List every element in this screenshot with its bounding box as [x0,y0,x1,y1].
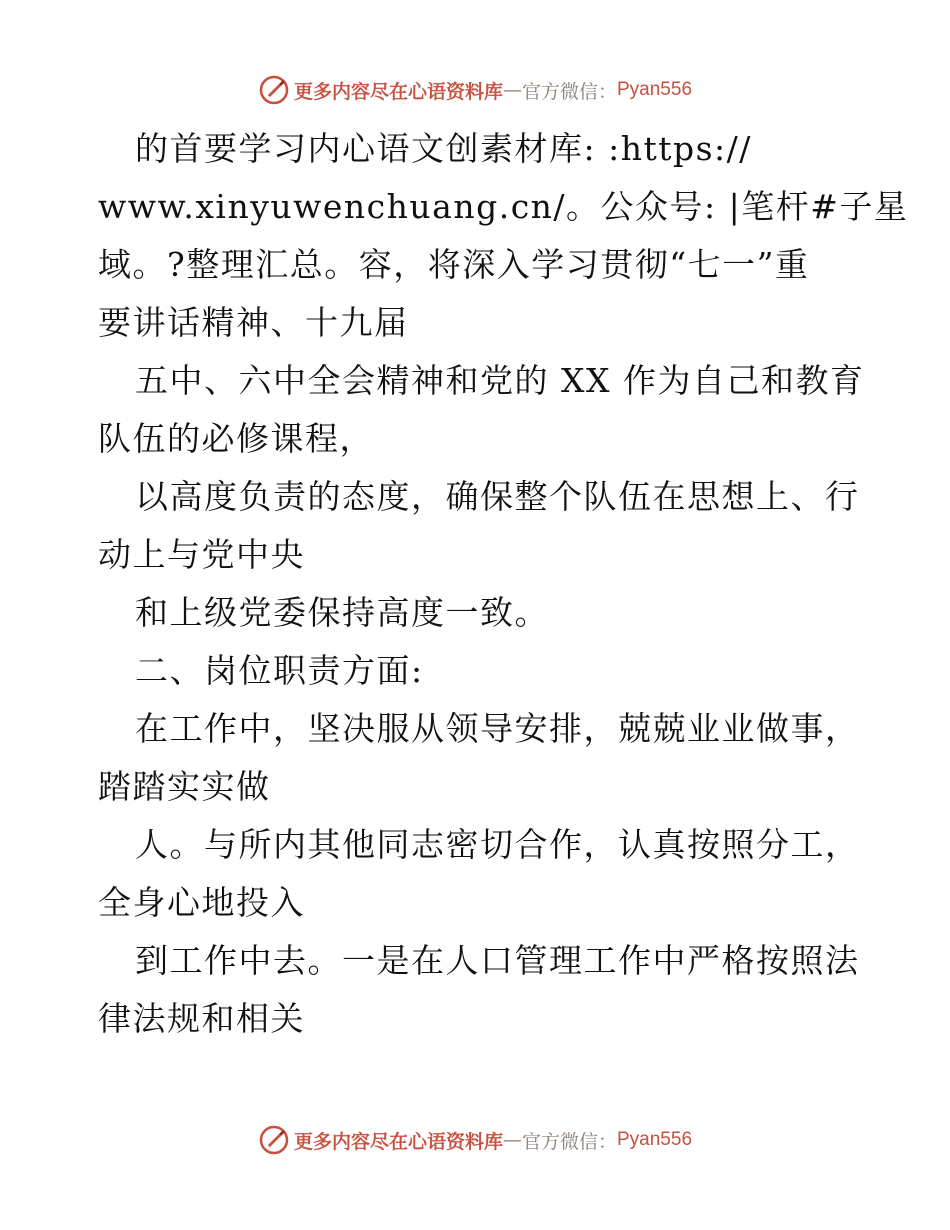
header-wechat-label: 官方微信： [521,80,617,103]
body-line: 的首要学习内心语文创素材库: :https:// [135,129,752,168]
footer-dash: — [502,1129,522,1151]
body-line: 踏踏实实做 [98,767,271,806]
pen-logo-icon [258,1124,290,1156]
header-promo-text: 更多内容尽在心语资料库 [293,80,503,103]
body-line: 要讲话精神、十九届 [98,303,409,342]
body-line: 域。?整理汇总。容，将深入学习贯彻“七一”重 [98,245,810,284]
header-watermark-banner [0,70,950,110]
document-body [98,120,909,1048]
footer-wechat-id: Pyan556 [617,1129,693,1150]
pen-logo-icon [258,74,290,106]
body-line: 五中、六中全会精神和党的 XX 作为自己和教育 [135,361,865,400]
body-line: 队伍的必修课程， [98,419,374,458]
body-line: 以高度负责的态度，确保整个队伍在思想上、行 [135,477,860,516]
body-line: 动上与党中央 [98,535,305,574]
body-line: 人。与所内其他同志密切合作，认真按照分工， [135,825,860,864]
footer-wechat-label: 官方微信： [521,1130,617,1153]
header-dash: — [502,79,522,101]
body-line: www.xinyuwenchuang.cn/。公众号: |笔杆#子星 [98,187,909,226]
section-heading: 二、岗位职责方面: [135,651,424,690]
body-line: 全身心地投入 [98,883,305,922]
body-line: 到工作中去。一是在人口管理工作中严格按照法 [135,941,860,980]
footer-promo-text: 更多内容尽在心语资料库 [293,1130,503,1153]
body-line: 律法规和相关 [98,999,305,1038]
footer-watermark-banner [0,1120,950,1160]
body-line: 在工作中，坚决服从领导安排，兢兢业业做事， [135,709,860,748]
body-line: 和上级党委保持高度一致。 [135,593,549,632]
header-wechat-id: Pyan556 [617,79,693,100]
